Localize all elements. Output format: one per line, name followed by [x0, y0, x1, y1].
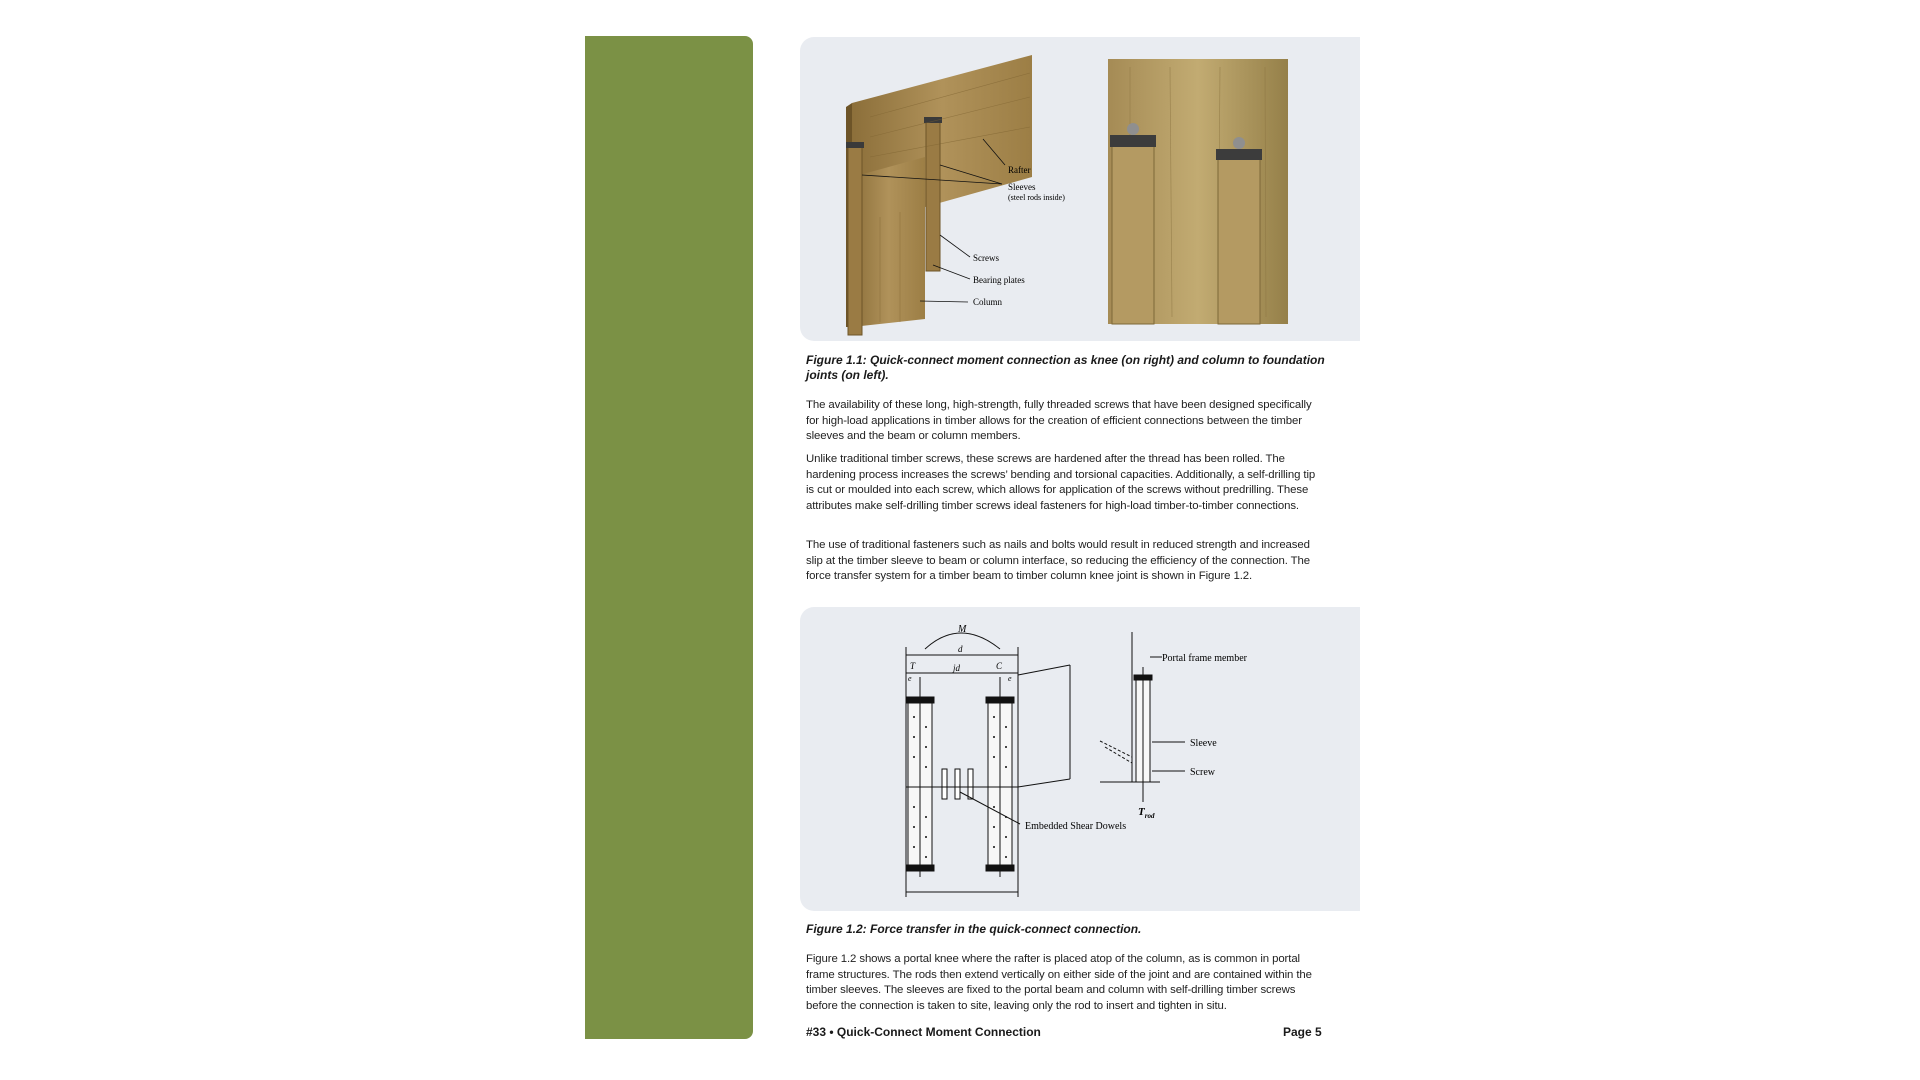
label-e-left: e: [908, 674, 912, 683]
label-bearing-plates: Bearing plates: [973, 275, 1025, 285]
footer-title: #33 • Quick-Connect Moment Connection: [806, 1025, 1041, 1039]
column-foundation-drawing: [1108, 59, 1288, 324]
paragraph-1: The availability of these long, high-strength, fully threaded screws that have been designed specifically for high-load applications in timber allows for the creation of efficient connections between the timber sleeves and the beam or column members.: [806, 399, 1312, 443]
footer-page-number: Page 5: [1283, 1025, 1322, 1039]
figure-1-panel: [800, 37, 1360, 341]
sidebar-band: [585, 36, 753, 1039]
label-compression: C: [996, 661, 1003, 671]
paragraph-2: Unlike traditional timber screws, these screws are hardened after the thread has been rolled. The hardening process increases the screws’ bending and torsional capacities. Additionally, a self-drilling tip is cut or moulded into each screw, which allows for application of the screws without predrilling. These attributes make self-drilling timber screws ideal fasteners for high-load timber-to-timber connections.: [806, 453, 1316, 512]
label-jd: jd: [953, 663, 961, 673]
label-moment: M: [958, 624, 967, 635]
label-sleeves-note: (steel rods inside): [1008, 193, 1065, 202]
label-sleeve: Sleeve: [1190, 738, 1217, 749]
figure-1-caption: Figure 1.1: Quick-connect moment connection as knee (on right) and column to foundation joints (on left).: [806, 353, 1325, 382]
paragraph-3: The use of traditional fasteners such as nails and bolts would result in reduced strength and increased slip at the timber sleeve to beam or column interface, so reducing the efficiency of the connection. The force transfer system for a timber beam to timber column knee joint is shown in Figure 1.2.: [806, 539, 1310, 583]
label-t-rod: $T_{rod}$: [1138, 806, 1155, 820]
label-screws: Screws: [973, 253, 999, 263]
knee-joint-drawing: [846, 55, 1065, 335]
label-column: Column: [973, 297, 1003, 307]
label-rafter: Rafter: [1008, 165, 1031, 175]
label-sleeves: Sleeves: [1008, 182, 1036, 192]
paragraph-4: Figure 1.2 shows a portal knee where the rafter is placed atop of the column, as is common in portal frame structures. The rods then extend vertically on either side of the joint and are contained within the timber sleeves. The sleeves are fixed to the portal beam and column with self-drilling timber screws before the connection is taken to site, leaving only the rod to insert and tighten in situ.: [806, 953, 1312, 1012]
label-tension: T: [910, 661, 916, 671]
figure-1-illustration: [800, 37, 1360, 341]
figure-2-diagram: [800, 607, 1360, 911]
figure-2-panel: [800, 607, 1360, 911]
label-dowels: Embedded Shear Dowels: [1025, 821, 1127, 832]
figure-2-caption: Figure 1.2: Force transfer in the quick-connect connection.: [806, 922, 1142, 936]
label-d: d: [958, 644, 963, 654]
force-transfer-drawing: [906, 633, 1070, 897]
label-screw: Screw: [1190, 767, 1215, 778]
label-portal-member: Portal frame member: [1162, 653, 1247, 664]
label-e-right: e: [1008, 674, 1012, 683]
